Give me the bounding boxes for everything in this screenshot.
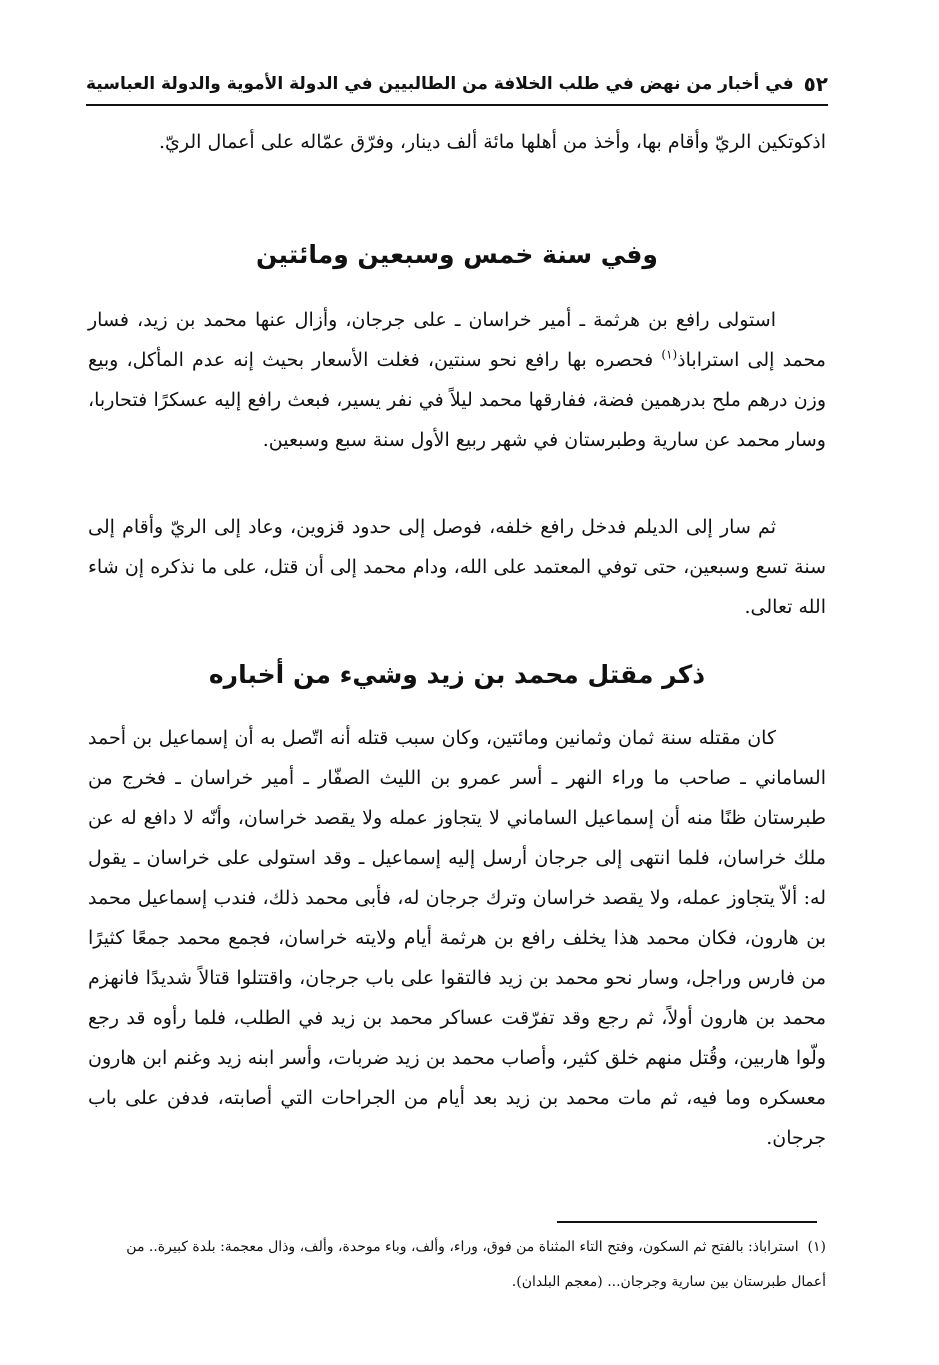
section-heading-275: وفي سنة خمس وسبعين ومائتين [256, 240, 658, 269]
footnote-reference: (١) [661, 347, 678, 362]
intro-paragraph: اذكوتكين الريّ وأقام بها، وأخذ من أهلها مائة ألف دينار، وفرّق عمّاله على أعمال الريّ. [158, 131, 826, 153]
footnote-text: استراباذ: بالفتح ثم السكون، وفتح التاء المثناة من فوق، وراء، وألف، وباء موحدة، وألف، وذال معجمة: بلدة كبيرة.. من أعمال طبرستان بين سارية وجرجان... (معجم البلدان). [126, 1239, 826, 1290]
paragraph-275-first [88, 300, 826, 460]
page-number: ٥٢ [803, 72, 828, 96]
section-heading-death: ذكر مقتل محمد بن زيد وشيء من أخباره [208, 660, 706, 689]
paragraph-275-first-end: فحصره بها رافع نحو سنتين، فغلت الأسعار بحيث إنه عدم المأكل، وبيع وزن درهم ملح بدرهمين فضة، ففارقها محمد ليلاً في نفر يسير، فبعث رافع إليه عسكرًا فتحاربا، وسار محمد عن سارية وطبرستان في شهر ربيع الأول سنة سبع وسبعين. [88, 349, 826, 451]
paragraph-275-first-start: استولى رافع بن هرثمة ـ أمير خراسان ـ على جرجان، وأزال عنها محمد بن زيد، فسار محمد إلى استراباذ [88, 309, 826, 371]
footnote-number: (١) [807, 1239, 826, 1255]
running-title: في أخبار من نهض في طلب الخلافة من الطالبيين في الدولة الأموية والدولة العباسية [86, 74, 794, 94]
paragraph-275-second: ثم سار إلى الديلم فدخل رافع خلفه، فوصل إلى حدود قزوين، وعاد إلى الريّ وأقام إلى سنة تسع وسبعين، حتى توفي المعتمد على الله، ودام محمد إلى أن قتل، على ما نذكره إن شاء الله تعالى. [88, 516, 826, 618]
footnote [88, 1230, 826, 1300]
page-header [86, 64, 828, 106]
paragraph-death: كان مقتله سنة ثمان وثمانين ومائتين، وكان سبب قتله أنه اتّصل به أن إسماعيل بن أحمد الساماني ـ صاحب ما وراء النهر ـ أسر عمرو بن الليث الصفّار ـ أمير خراسان ـ فخرج من طبرستان ظنًا منه أن إسماعيل الساماني لا يتجاوز عمله ولا يقصد خراسان، وأنّه لا دافع له عن ملك خراسان، فلما انتهى إلى جرجان أرسل إليه إسماعيل ـ وقد استولى على خراسان ـ يقول له: ألاّ يتجاوز عمله، ولا يقصد خراسان وترك جرجان له، فأبى محمد ذلك، فندب إسماعيل محمد بن هارون، فكان محمد هذا يخلف رافع بن هرثمة أيام ولايته خراسان، فجمع محمد جمعًا كثيرًا من فارس وراجل، وسار نحو محمد بن زيد فالتقوا على باب جرجان، واقتتلوا قتالاً شديدًا فانهزم محمد بن هارون أولاً، ثم رجع وقد تفرّقت عساكر محمد بن زيد في الطلب، فلما رأوه قد رجع ولّوا هاربين، وقُتل منهم خلق كثير، وأصاب محمد بن زيد ضربات، وأسر ابنه زيد وغنم ابن هارون معسكره وما فيه، ثم مات محمد بن زيد بعد أيام من الجراحات التي أصابته، فدفن على باب جرجان. [88, 727, 826, 1149]
footnote-divider [557, 1221, 817, 1223]
